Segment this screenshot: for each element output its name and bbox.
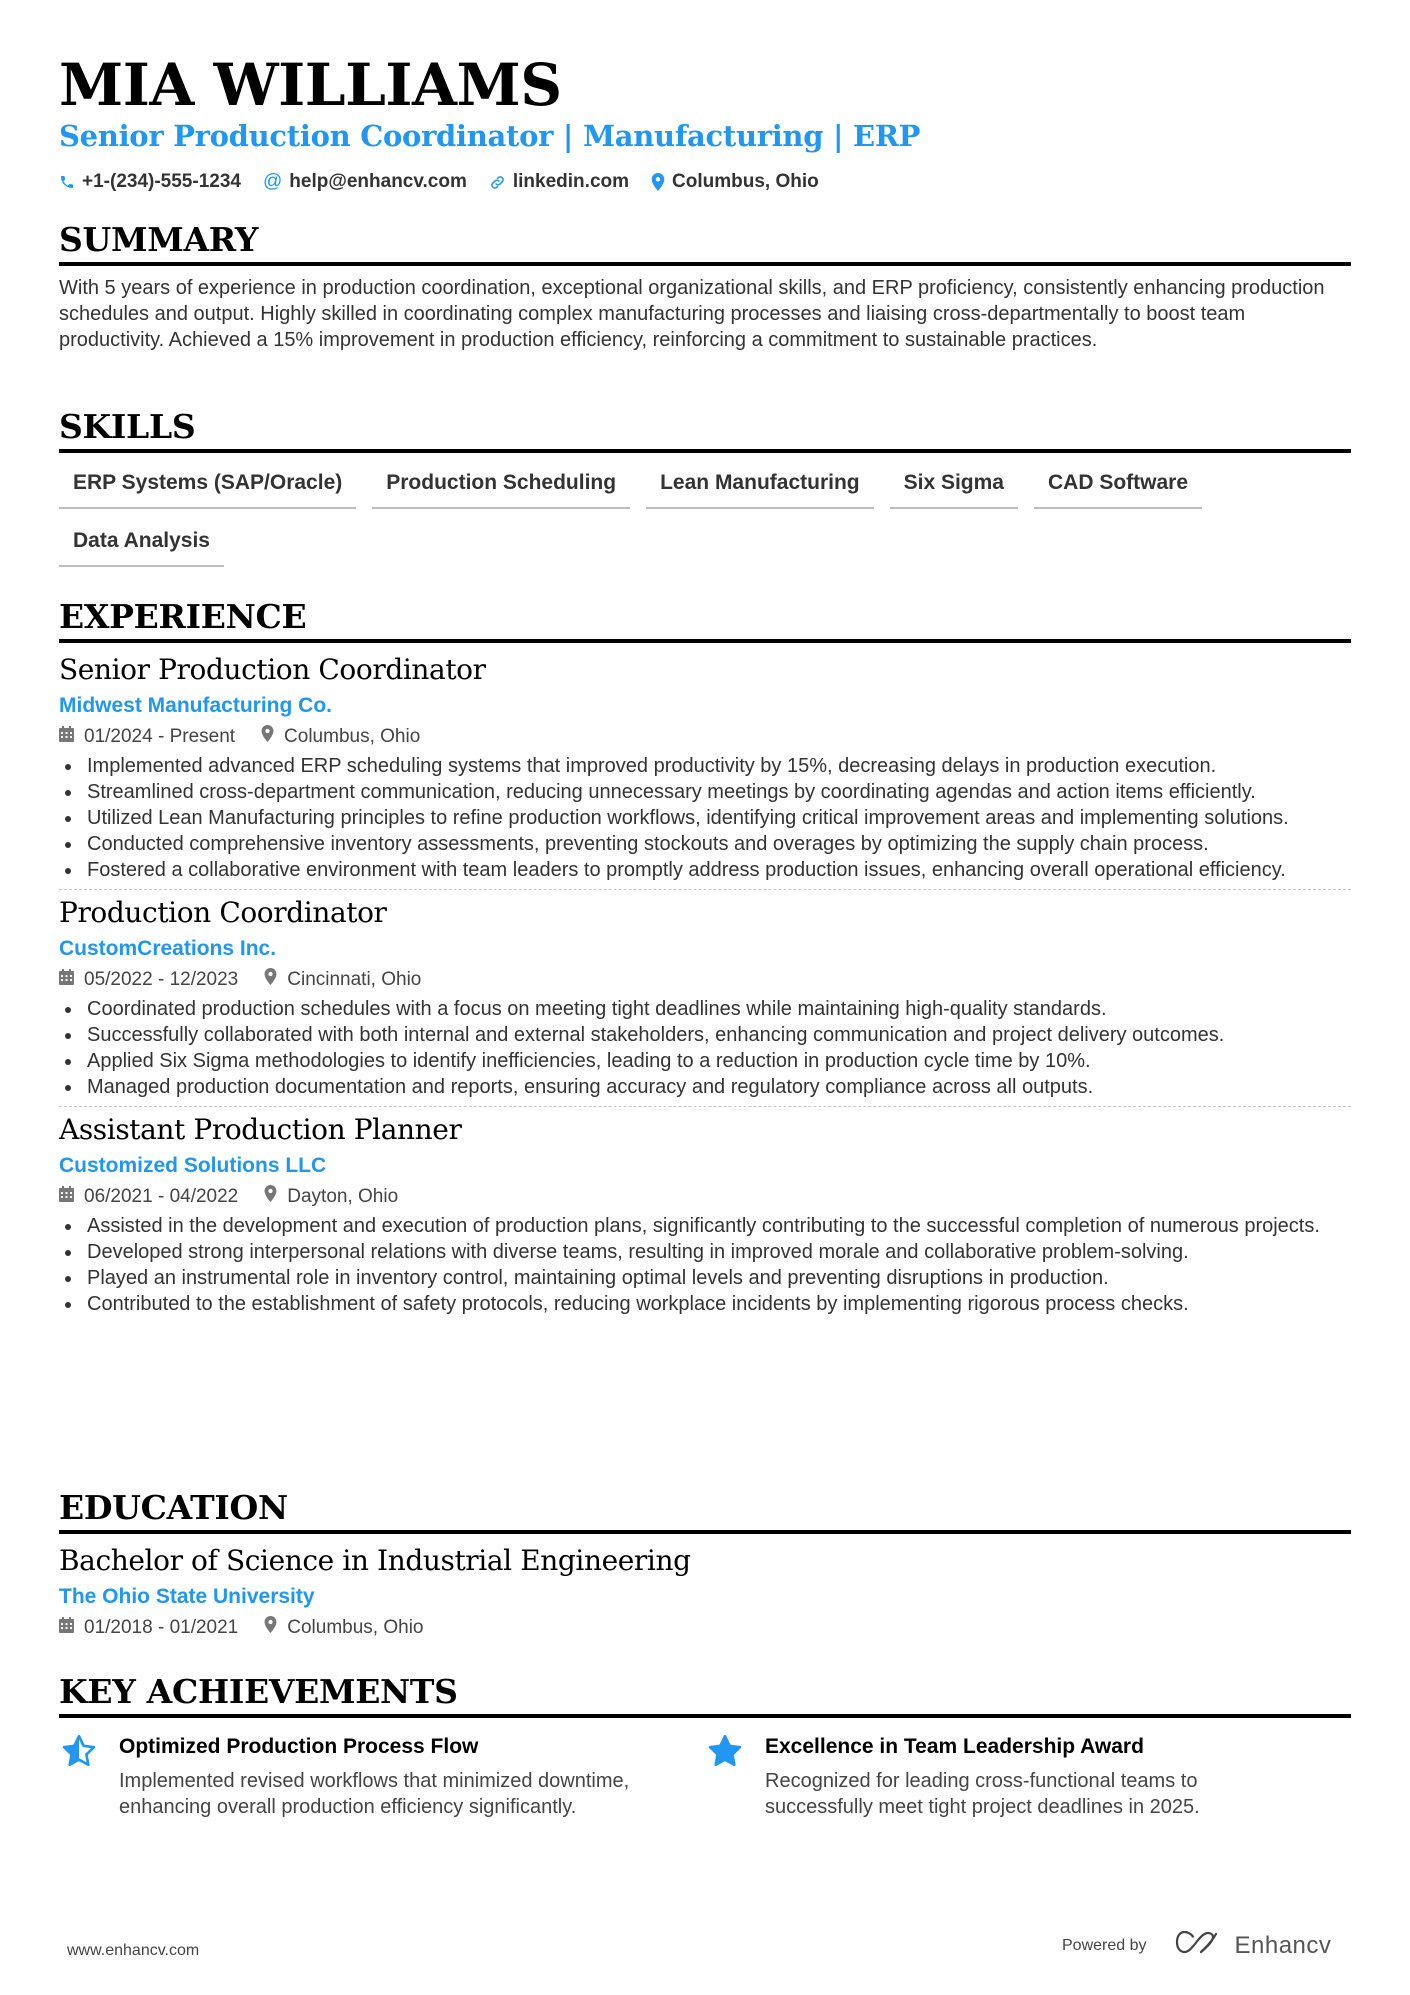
job-meta (59, 1183, 1351, 1211)
section-divider (59, 639, 1351, 643)
section-title-education: EDUCATION (59, 1488, 288, 1527)
calendar-icon (59, 966, 74, 994)
achievement-item (705, 1732, 1351, 1820)
map-pin-icon (264, 1183, 277, 1211)
powered-by-label: Powered by (1062, 1936, 1147, 1954)
job-title: Senior Production Coordinator (59, 653, 486, 686)
bullet-item: Conducted comprehensive inventory assessments, preventing stockouts and overages by optimizing the supply chain process. (59, 831, 1351, 857)
skills-list (59, 465, 1351, 567)
skill-tag: Six Sigma (890, 465, 1018, 509)
education-entry (59, 1542, 1351, 1642)
contact-location (651, 168, 819, 196)
contact-linkedin-text: linkedin.com (512, 171, 630, 192)
footer-powered-by[interactable] (1062, 1930, 1331, 1961)
candidate-headline: Senior Production Coordinator | Manufacturing | ERP (59, 119, 921, 153)
bullet-item: Managed production documentation and reports, ensuring accuracy and regulatory compliance across all outputs. (59, 1074, 1351, 1100)
job-location (264, 966, 421, 994)
bullet-item: Contributed to the establishment of safety protocols, reducing workplace incidents by implementing rigorous process checks. (59, 1291, 1351, 1317)
job-meta (59, 966, 1351, 994)
experience-entry (59, 651, 1351, 890)
job-location-text: Columbus, Ohio (284, 726, 421, 747)
skill-tag: Data Analysis (59, 523, 224, 567)
bullet-item: Implemented advanced ERP scheduling systems that improved productivity by 15%, decreasing delays in production execution. (59, 753, 1351, 779)
education-section (59, 1488, 1351, 1642)
bullet-item: Developed strong interpersonal relations with diverse teams, resulting in improved morale and collaborative problem-solving. (59, 1239, 1351, 1265)
bullet-item: Streamlined cross-department communication, reducing unnecessary meetings by coordinating agendas and action items efficiently. (59, 779, 1351, 805)
achievement-body (765, 1732, 1305, 1820)
experience-section (59, 597, 1351, 1317)
achievement-description: Recognized for leading cross-functional teams to successfully meet tight project deadlines in 2025. (765, 1770, 1200, 1818)
contact-email-text: help@enhancv.com (289, 171, 467, 192)
job-title: Assistant Production Planner (59, 1113, 462, 1146)
entry-divider (59, 889, 1351, 890)
company-name[interactable]: CustomCreations Inc. (59, 937, 277, 960)
skill-tag: Production Scheduling (372, 465, 630, 509)
achievement-title: Optimized Production Process Flow (119, 1735, 479, 1758)
enhancv-logo (1175, 1930, 1332, 1961)
job-location (261, 723, 420, 751)
candidate-name: MIA WILLIAMS (59, 51, 562, 119)
map-pin-icon (651, 173, 665, 191)
education-meta (59, 1614, 1351, 1642)
company-name[interactable]: Customized Solutions LLC (59, 1154, 327, 1177)
map-pin-icon (264, 1614, 277, 1642)
bullet-item: Coordinated production schedules with a focus on meeting tight deadlines while maintaining high-quality standards. (59, 996, 1351, 1022)
achievement-description: Implemented revised workflows that minimized downtime, enhancing overall production efficiency significantly. (119, 1770, 630, 1818)
job-dates-text: 01/2024 - Present (84, 726, 236, 747)
skill-tag: CAD Software (1034, 465, 1202, 509)
entry-divider (59, 1106, 1351, 1107)
achievement-item (59, 1732, 705, 1820)
skills-section (59, 407, 1351, 567)
company-name[interactable]: Midwest Manufacturing Co. (59, 694, 332, 717)
section-title-summary: SUMMARY (59, 220, 259, 259)
star-icon (705, 1732, 765, 1820)
section-title-experience: EXPERIENCE (59, 597, 307, 636)
bullet-item: Utilized Lean Manufacturing principles to refine production workflows, identifying critical improvement areas and implementing solutions. (59, 805, 1351, 831)
education-location-text: Columbus, Ohio (287, 1617, 424, 1638)
job-location-text: Cincinnati, Ohio (287, 969, 422, 990)
contact-linkedin[interactable] (489, 168, 629, 196)
achievement-title: Excellence in Team Leadership Award (765, 1735, 1144, 1758)
footer-website-link[interactable]: www.enhancv.com (67, 1942, 200, 1959)
experience-entry (59, 1111, 1351, 1317)
experience-entry (59, 894, 1351, 1107)
bullet-item: Successfully collaborated with both internal and external stakeholders, enhancing communication and project delivery outcomes. (59, 1022, 1351, 1048)
education-location (264, 1614, 423, 1642)
section-divider (59, 262, 1351, 266)
section-divider (59, 1714, 1351, 1718)
education-dates-text: 01/2018 - 01/2021 (84, 1617, 239, 1638)
job-bullets (59, 1213, 1351, 1317)
job-dates-text: 05/2022 - 12/2023 (84, 969, 239, 990)
section-title-skills: SKILLS (59, 407, 196, 446)
job-dates (59, 723, 235, 751)
job-location-text: Dayton, Ohio (287, 1186, 399, 1207)
summary-text: With 5 years of experience in production coordination, exceptional organizational skills, and ERP proficiency, consistently enhancing production schedules and output. Highly skilled in coordinating complex manufacturing processes and liaising cross-departmentally to boost team productivity. Achieved a 15% improvement in production efficiency, reinforcing a commitment to sustainable practices. (59, 277, 1325, 351)
job-bullets (59, 996, 1351, 1100)
map-pin-icon (261, 723, 274, 751)
calendar-icon (59, 1183, 74, 1211)
job-bullets (59, 753, 1351, 883)
bullet-item: Assisted in the development and execution of production plans, significantly contributing to the successful completion of numerous projects. (59, 1213, 1351, 1239)
map-pin-icon (264, 966, 277, 994)
at-icon: @ (262, 171, 283, 192)
contact-phone[interactable] (59, 168, 241, 196)
phone-icon (59, 174, 75, 190)
bullet-item: Applied Six Sigma methodologies to identify inefficiencies, leading to a reduction in production cycle time by 10%. (59, 1048, 1351, 1074)
contact-email[interactable] (263, 168, 467, 196)
achievement-body (119, 1732, 659, 1820)
job-title: Production Coordinator (59, 896, 387, 929)
job-dates (59, 1183, 238, 1211)
summary-section (59, 220, 1351, 353)
enhancv-logo-icon (1175, 1930, 1221, 1961)
contact-location-text: Columbus, Ohio (672, 171, 819, 192)
section-title-achievements: KEY ACHIEVEMENTS (59, 1672, 458, 1711)
degree-title: Bachelor of Science in Industrial Engineering (59, 1544, 691, 1577)
star-half-icon (59, 1732, 119, 1820)
achievements-grid (59, 1732, 1351, 1820)
section-divider (59, 449, 1351, 453)
calendar-icon (59, 1614, 74, 1642)
bullet-item: Fostered a collaborative environment with team leaders to promptly address production issues, enhancing overall operational efficiency. (59, 857, 1351, 883)
link-icon (489, 174, 506, 191)
contact-row (59, 168, 819, 196)
education-dates (59, 1614, 238, 1642)
skill-tag: ERP Systems (SAP/Oracle) (59, 465, 356, 509)
bullet-item: Played an instrumental role in inventory control, maintaining optimal levels and preventing disruptions in production. (59, 1265, 1351, 1291)
skill-tag: Lean Manufacturing (646, 465, 874, 509)
contact-phone-text: +1-(234)-555-1234 (82, 171, 241, 192)
calendar-icon (59, 723, 74, 751)
job-meta (59, 723, 1351, 751)
section-divider (59, 1530, 1351, 1534)
enhancv-logo-text: Enhancv (1234, 1931, 1332, 1959)
school-name[interactable]: The Ohio State University (59, 1585, 315, 1608)
achievements-section (59, 1672, 1351, 1820)
job-dates-text: 06/2021 - 04/2022 (84, 1186, 239, 1207)
job-dates (59, 966, 238, 994)
job-location (264, 1183, 398, 1211)
